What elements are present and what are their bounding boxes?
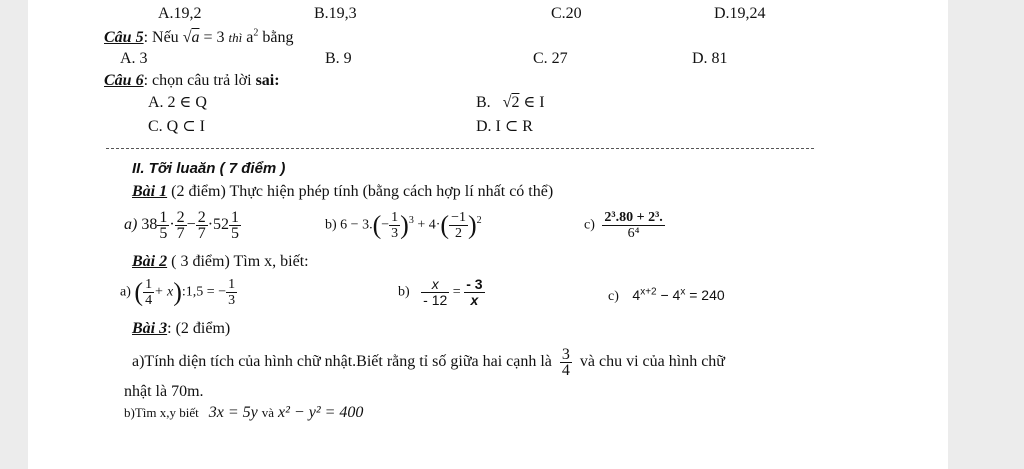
q6-stem-pre: : chọn câu trả lời — [143, 72, 252, 89]
q4-option-d: D.19,24 — [714, 5, 766, 22]
bai3-label: Bài 3 — [132, 320, 168, 337]
q5-radical: √a — [182, 29, 200, 46]
document-page — [28, 0, 948, 469]
q5-option-c: C. 27 — [533, 50, 568, 67]
q6-option-d: D. I ⊂ R — [476, 118, 533, 135]
q5-label: Câu 5 — [104, 29, 144, 46]
q4-option-b: B.19,3 — [314, 5, 357, 22]
q4-option-a: A.19,2 — [158, 5, 202, 22]
q6-option-c: C. Q ⊂ I — [148, 118, 205, 135]
bai3-item-b: b)Tìm x,y biết 3x = 5y và x² − y² = 400 — [124, 404, 364, 421]
q5-stem-eq: = 3 — [203, 29, 225, 46]
q4-option-c: C.20 — [551, 5, 582, 22]
q5-option-b: B. 9 — [325, 50, 352, 67]
q6-label: Câu 6 — [104, 72, 144, 89]
q6-stem — [104, 72, 280, 90]
q5-stem-pre: : Nếu — [143, 29, 179, 46]
bai1-item-a: a) 38 $\frac{1}{5}$ · $\frac{2}{7}$ − $\frac{2}{7}$ ·52 $\frac{1}{5}$ — [124, 209, 240, 242]
q6-option-b: B. √2 ∈ I — [476, 94, 545, 111]
bai2-desc: ( 3 điểm) Tìm x, biết: — [171, 253, 309, 270]
bai1-item-b: b) 6 − 3.(− $\frac{1}{3}$ )$^3$ + 4·( $\frac{-1}{2}$ )$^2$ — [325, 210, 482, 241]
section-divider — [106, 148, 814, 149]
q5-thi: thì — [228, 30, 243, 45]
q5-a: a — [246, 29, 254, 46]
q5-option-d: D. 81 — [692, 50, 728, 67]
bai2-heading — [132, 253, 309, 271]
bai3-heading — [132, 320, 230, 338]
bai2-item-b: b) $\frac{x}{- 12}$ = $\frac{- 3}{x}$ — [398, 276, 483, 308]
bai3-item-a-continued: nhật là 70m. — [124, 383, 204, 400]
q5-stem — [104, 29, 293, 47]
bai2-label: Bài 2 — [132, 253, 168, 270]
q5-option-a: A. 3 — [120, 50, 148, 67]
q5-exp: 2 — [253, 27, 259, 39]
bai1-label: Bài 1 — [132, 183, 168, 200]
part2-title: II. Tỡi luaăn ( 7 điểm ) — [132, 160, 286, 177]
q6-option-a: A. 2 ∈ Q — [148, 94, 207, 111]
bai1-desc: (2 điểm) Thực hiện phép tính (bằng cách hợp lí nhất có thể) — [171, 183, 554, 200]
bai1-item-c: c) $\frac{\text{2³.80 + 2³.}}{\text{6⁴}}$ — [584, 210, 663, 241]
bai3-desc: : (2 điểm) — [167, 320, 231, 337]
q6-stem-bold: sai: — [255, 72, 280, 89]
q5-stem-post: bằng — [262, 29, 294, 46]
bai3-item-a: a)Tính diện tích của hình chữ nhật.Biết rằng tỉ số giữa hai cạnh là $\frac{3}{4}$ và chu vi của hình chữ — [132, 346, 725, 379]
bai2-item-a: a) ( $\frac{1}{4}$ + x):1,5 = − $\frac{1}{3}$ — [120, 277, 236, 308]
bai1-heading — [132, 183, 553, 201]
bai2-item-c: c) $4^{x+2} - 4^x = 240$ — [608, 286, 725, 304]
